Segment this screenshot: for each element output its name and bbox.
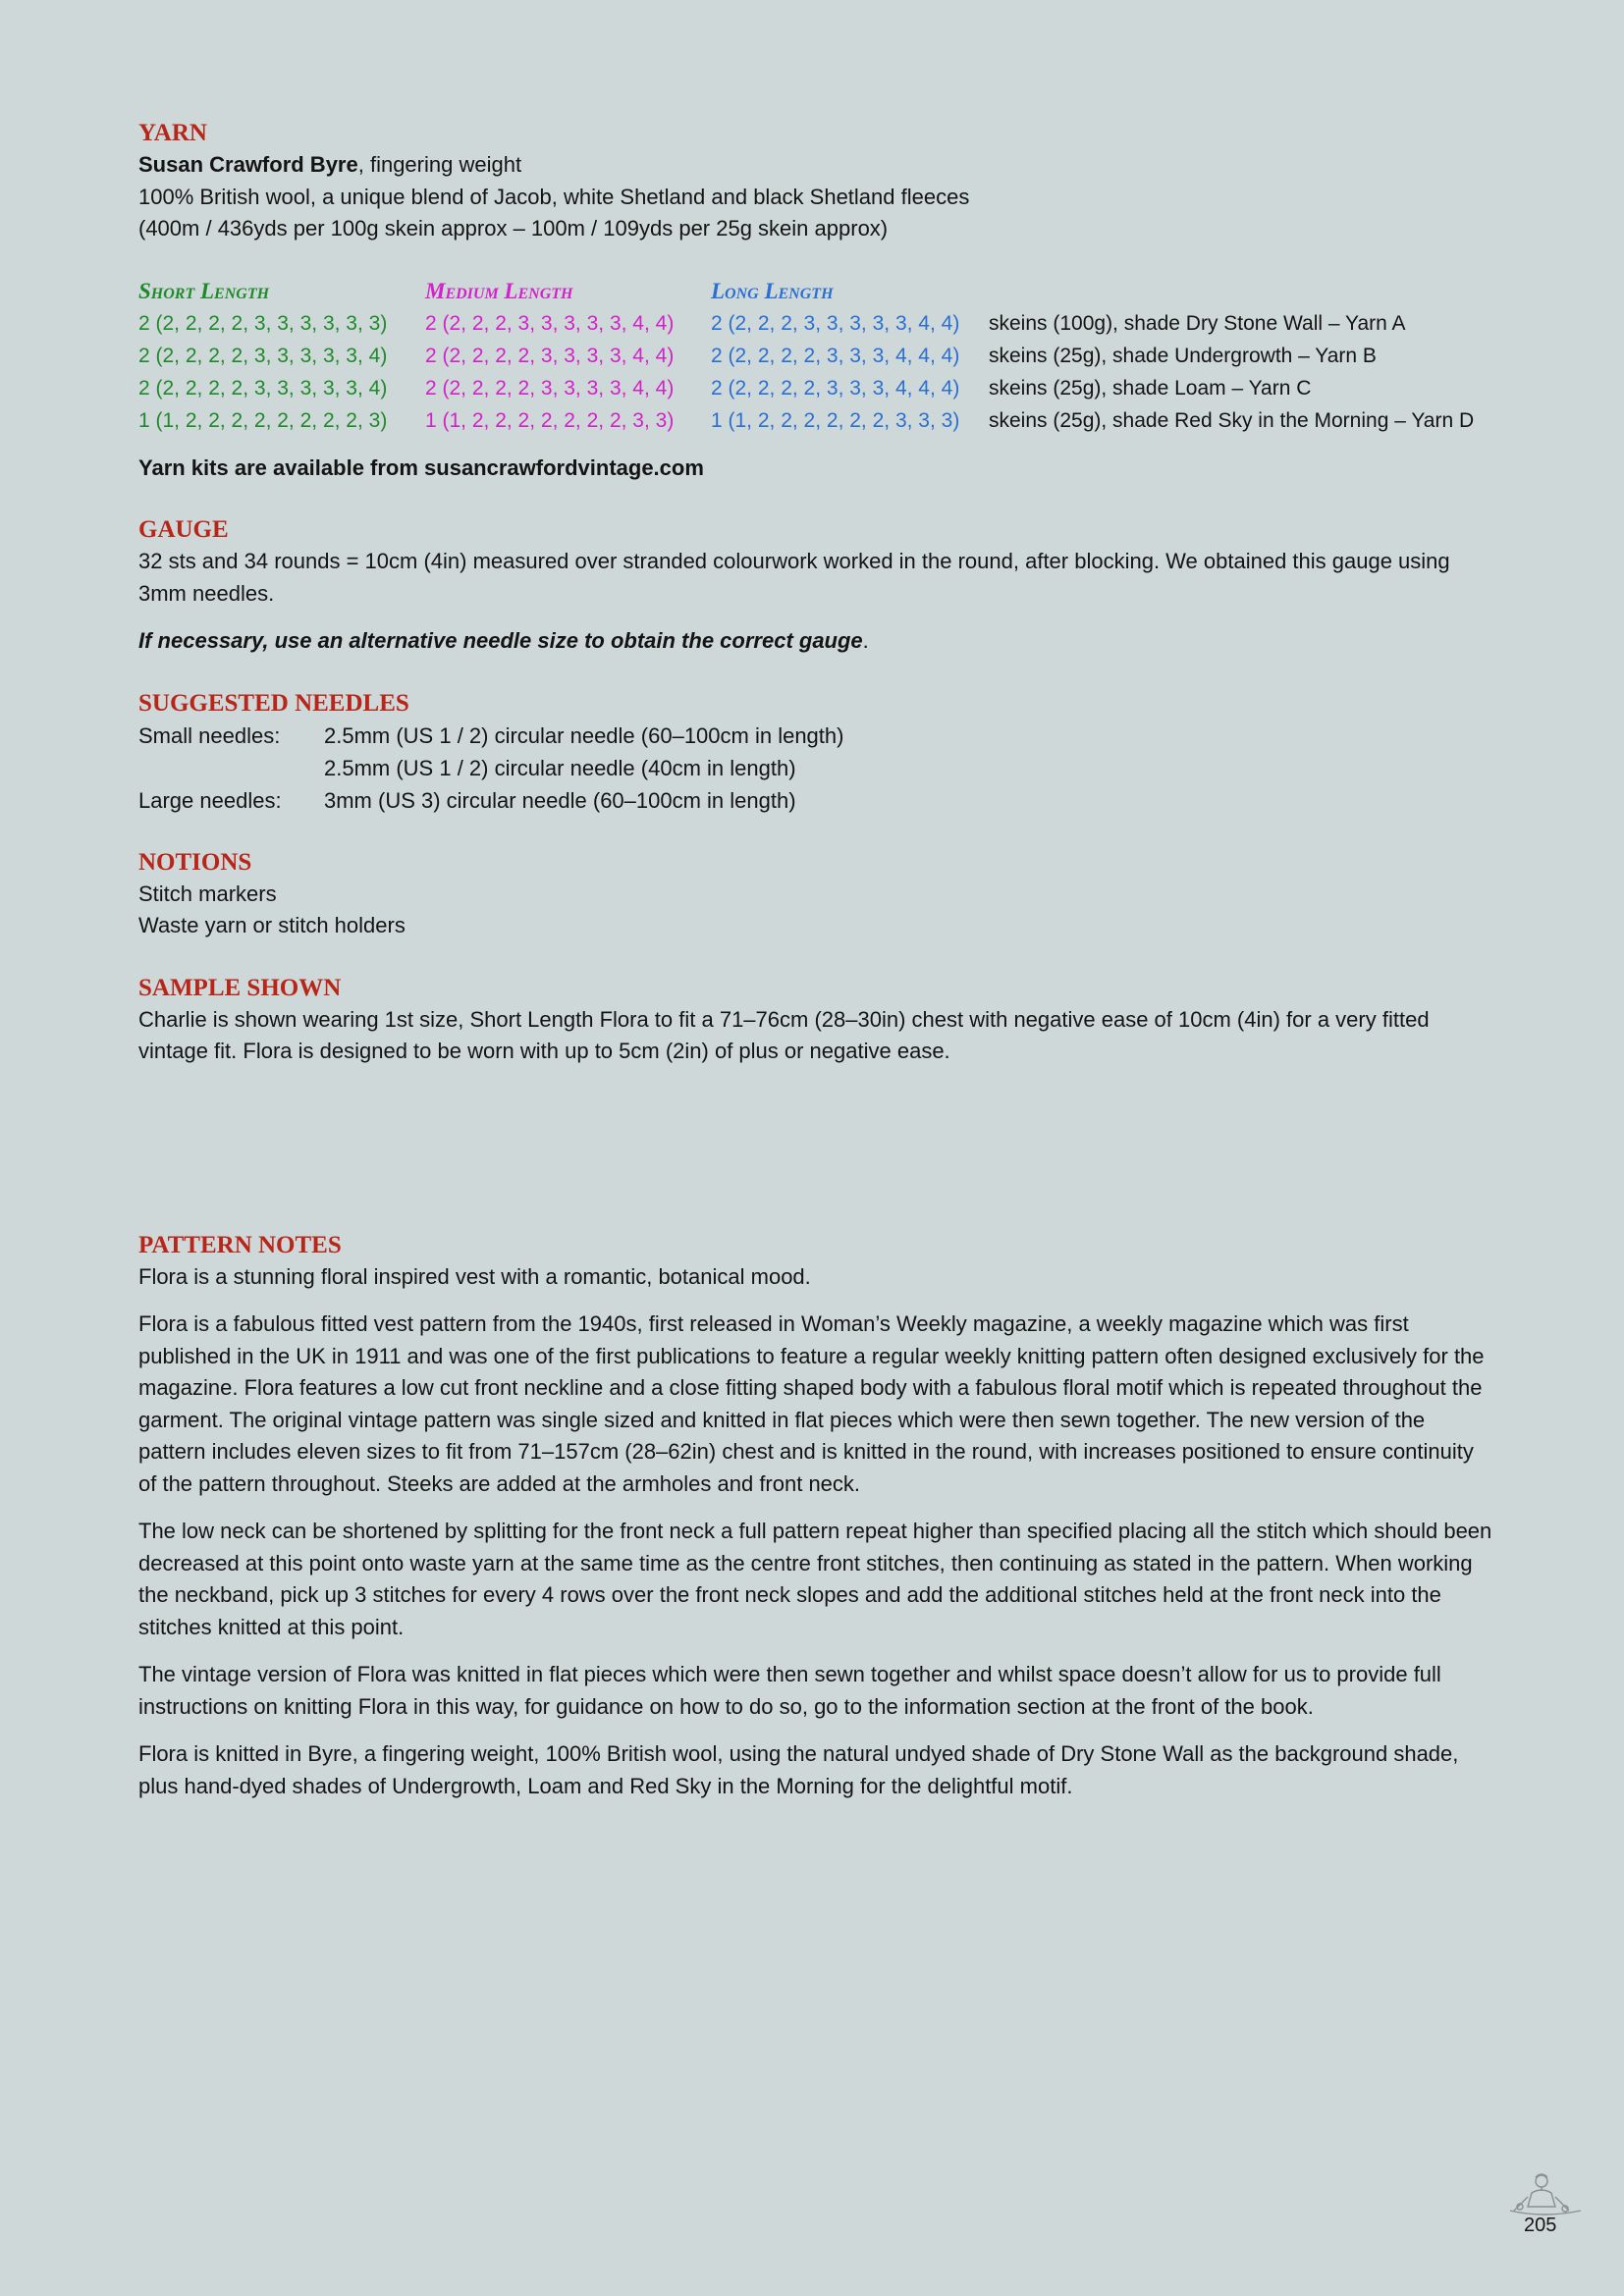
needles-section (138, 688, 1493, 817)
yarn-shade: skeins (25g), shade Red Sky in the Morning – Yarn D (989, 408, 1475, 432)
gauge-note-period: . (862, 628, 869, 653)
needle-label (138, 752, 324, 784)
yarn-shade: skeins (25g), shade Undergrowth – Yarn B (989, 344, 1377, 367)
needle-label: Large needles: (138, 787, 282, 813)
sample-heading: SAMPLE SHOWN (138, 974, 342, 1001)
sample-text: Charlie is shown wearing 1st size, Short Length Flora to fit a 71–76cm (28–30in) chest with negative ease of 10cm (4in) for a very fitted vintage fit. Flora is designed to be worn with up to 5cm (2in) of plus or negative ease. (138, 1006, 1430, 1063)
gauge-text: 32 sts and 34 rounds = 10cm (4in) measured over stranded colourwork worked in the round, after blocking. We obtained this gauge using 3mm needles. (138, 549, 1450, 606)
yarn-brand (138, 149, 1493, 182)
gauge-heading: GAUGE (138, 516, 229, 543)
yarn-skein-info: (400m / 436yds per 100g skein approx – 100m / 109yds per 25g skein approx) (138, 216, 889, 240)
yarn-kits-note: Yarn kits are available from susancrawfordvintage.com (138, 454, 704, 480)
yarn-table-header (138, 275, 1493, 307)
gauge-note-emphasis: If necessary, use an alternative needle size to obtain the correct gauge (138, 628, 863, 653)
medium-quantity: 1 (1, 2, 2, 2, 2, 2, 2, 2, 3, 3) (425, 408, 675, 432)
long-quantity: 2 (2, 2, 2, 2, 3, 3, 3, 4, 4, 4) (711, 344, 960, 367)
medium-quantity: 2 (2, 2, 2, 2, 3, 3, 3, 3, 4, 4) (425, 344, 675, 367)
needle-row (138, 720, 1493, 752)
pattern-notes-section (138, 1230, 1493, 1803)
needle-value: 2.5mm (US 1 / 2) circular needle (40cm in length) (324, 755, 796, 780)
short-quantity: 2 (2, 2, 2, 2, 3, 3, 3, 3, 3, 3) (138, 311, 388, 335)
notion-item: Stitch markers (138, 881, 277, 906)
header-short-length: Short Length (138, 278, 270, 303)
header-long-length: Long Length (711, 278, 834, 303)
page-footer (1506, 2171, 1585, 2250)
short-quantity: 2 (2, 2, 2, 2, 3, 3, 3, 3, 3, 4) (138, 344, 388, 367)
gauge-note (138, 625, 1493, 658)
pattern-notes-paragraph: Flora is a fabulous fitted vest pattern from the 1940s, first released in Woman’s Weekly magazine, a weekly magazine which was first published in the UK in 1911 and was one of the first publications to feature a regular weekly knitting pattern often designed exclusively for the magazine. Flora features a low cut front neckline and a close fitting shaped body with a fabulous floral motif which is repeated throughout the garment. The original vintage pattern was single sized and knitted in flat pieces which were then sewn together. The new version of the pattern includes eleven sizes to fit from 71–157cm (28–62in) chest and is knitted in the round, with increases positioned to ensure continuity of the pattern throughout. Steeks are added at the armholes and front neck. (138, 1311, 1485, 1496)
yarn-heading: YARN (138, 120, 207, 146)
sample-section (138, 973, 1493, 1068)
medium-quantity: 2 (2, 2, 2, 2, 3, 3, 3, 3, 4, 4) (425, 376, 675, 400)
notions-heading: NOTIONS (138, 848, 252, 876)
header-medium-length: Medium Length (425, 278, 573, 303)
yarn-shade: skeins (100g), shade Dry Stone Wall – Yarn A (989, 311, 1406, 335)
page-number: 205 (1524, 2215, 1557, 2236)
yarn-description: 100% British wool, a unique blend of Jacob, white Shetland and black Shetland fleeces (138, 184, 970, 209)
yarn-brand-weight: , fingering weight (357, 152, 522, 177)
yarn-row-d (138, 404, 1493, 437)
pattern-notes-paragraph: The low neck can be shortened by splitting for the front neck a full pattern repeat higher than specified placing all the stitch which should been decreased at this point onto waste yarn at the same time as the centre front stitches, then continuing as stated in the pattern. When working the neckband, pick up 3 stitches for every 4 rows over the front neck slopes and add the additional stitches held at the front neck into the stitches knitted at this point. (138, 1519, 1492, 1639)
long-quantity: 2 (2, 2, 2, 2, 3, 3, 3, 4, 4, 4) (711, 376, 960, 400)
long-quantity: 1 (1, 2, 2, 2, 2, 2, 2, 3, 3, 3) (711, 408, 960, 432)
short-quantity: 1 (1, 2, 2, 2, 2, 2, 2, 2, 2, 3) (138, 408, 388, 432)
needle-row (138, 752, 1493, 784)
needles-heading: SUGGESTED NEEDLES (138, 689, 409, 717)
notions-section (138, 847, 1493, 942)
short-quantity: 2 (2, 2, 2, 2, 3, 3, 3, 3, 3, 4) (138, 376, 388, 400)
knitting-figure-icon (1506, 2171, 1585, 2218)
yarn-row-b (138, 340, 1493, 372)
yarn-row-a (138, 307, 1493, 340)
yarn-row-c (138, 372, 1493, 404)
needle-value: 2.5mm (US 1 / 2) circular needle (60–100cm in length) (324, 722, 844, 748)
pattern-notes-paragraph: Flora is knitted in Byre, a fingering weight, 100% British wool, using the natural undyed shade of Dry Stone Wall as the background shade, plus hand-dyed shades of Undergrowth, Loam and Red Sky in the Morning for the delightful motif. (138, 1741, 1459, 1798)
yarn-quantity-table (138, 275, 1493, 437)
needle-value: 3mm (US 3) circular needle (60–100cm in length) (324, 787, 796, 813)
document-page (138, 118, 1493, 1802)
yarn-section (138, 118, 1493, 484)
needle-row (138, 784, 1493, 817)
pattern-notes-heading: PATTERN NOTES (138, 1231, 342, 1258)
pattern-notes-paragraph: Flora is a stunning floral inspired vest with a romantic, botanical mood. (138, 1263, 811, 1289)
blank-space (138, 1068, 1493, 1230)
notion-item: Waste yarn or stitch holders (138, 913, 406, 937)
pattern-notes-paragraph: The vintage version of Flora was knitted in flat pieces which were then sewn together and whilst space doesn’t allow for us to provide full instructions on knitting Flora in this way, for guidance on how to do so, go to the information section at the front of the book. (138, 1662, 1441, 1719)
yarn-brand-name: Susan Crawford Byre (138, 152, 358, 177)
gauge-section (138, 514, 1493, 658)
needle-label: Small needles: (138, 722, 281, 748)
medium-quantity: 2 (2, 2, 2, 3, 3, 3, 3, 3, 4, 4) (425, 311, 675, 335)
yarn-shade: skeins (25g), shade Loam – Yarn C (989, 376, 1312, 400)
long-quantity: 2 (2, 2, 2, 3, 3, 3, 3, 3, 4, 4) (711, 311, 960, 335)
